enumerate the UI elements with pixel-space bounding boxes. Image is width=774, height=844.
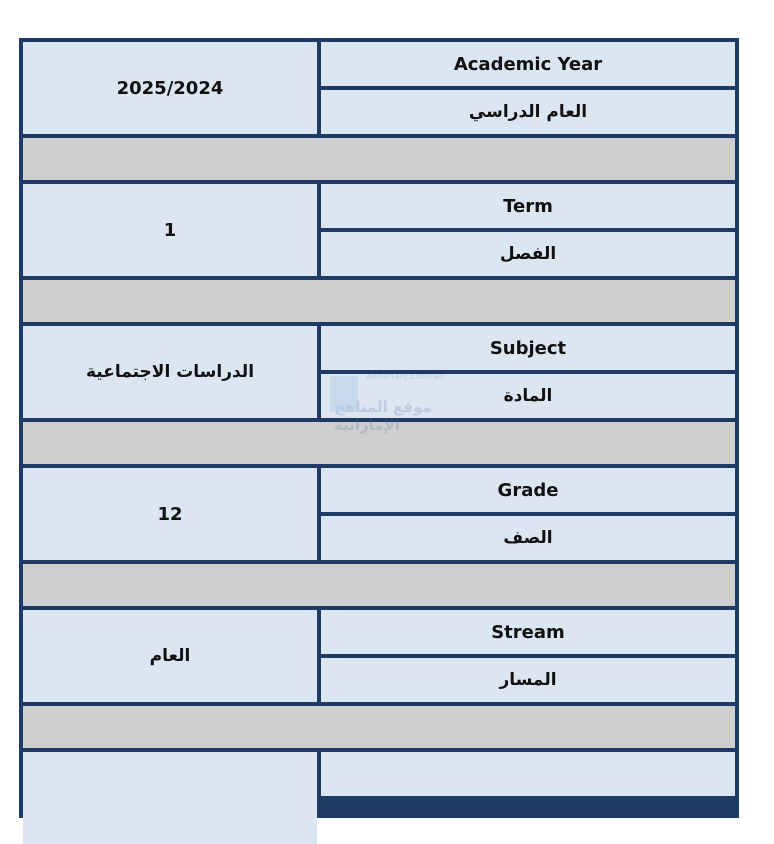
term-label-ar: الفصل — [321, 232, 735, 276]
subject-value: الدراسات الاجتماعية — [23, 326, 317, 418]
term-value: 1 — [23, 184, 317, 276]
academic-year-label-ar: العام الدراسي — [321, 90, 735, 134]
spacer-row — [23, 564, 735, 606]
row6-value — [23, 752, 317, 844]
grade-value: 12 — [23, 468, 317, 560]
subject-label-ar: المادة — [321, 374, 735, 418]
stream-label-ar: المسار — [321, 658, 735, 702]
stream-value: العام — [23, 610, 317, 702]
row6-label-en — [321, 752, 735, 796]
spacer-row — [23, 280, 735, 322]
watermark-url: almanahj.com/ae — [366, 372, 444, 382]
academic-year-value: 2025/2024 — [23, 42, 317, 134]
stream-label-en: Stream — [321, 610, 735, 654]
spacer-row — [23, 138, 735, 180]
spacer-row — [23, 422, 735, 464]
info-table — [19, 38, 739, 818]
grade-label-ar: الصف — [321, 516, 735, 560]
watermark-name: موقع المناهج الإماراتية — [334, 398, 432, 434]
grade-label-en: Grade — [321, 468, 735, 512]
spacer-row — [23, 706, 735, 748]
term-label-en: Term — [321, 184, 735, 228]
academic-year-label-en: Academic Year — [321, 42, 735, 86]
subject-label-en: Subject — [321, 326, 735, 370]
